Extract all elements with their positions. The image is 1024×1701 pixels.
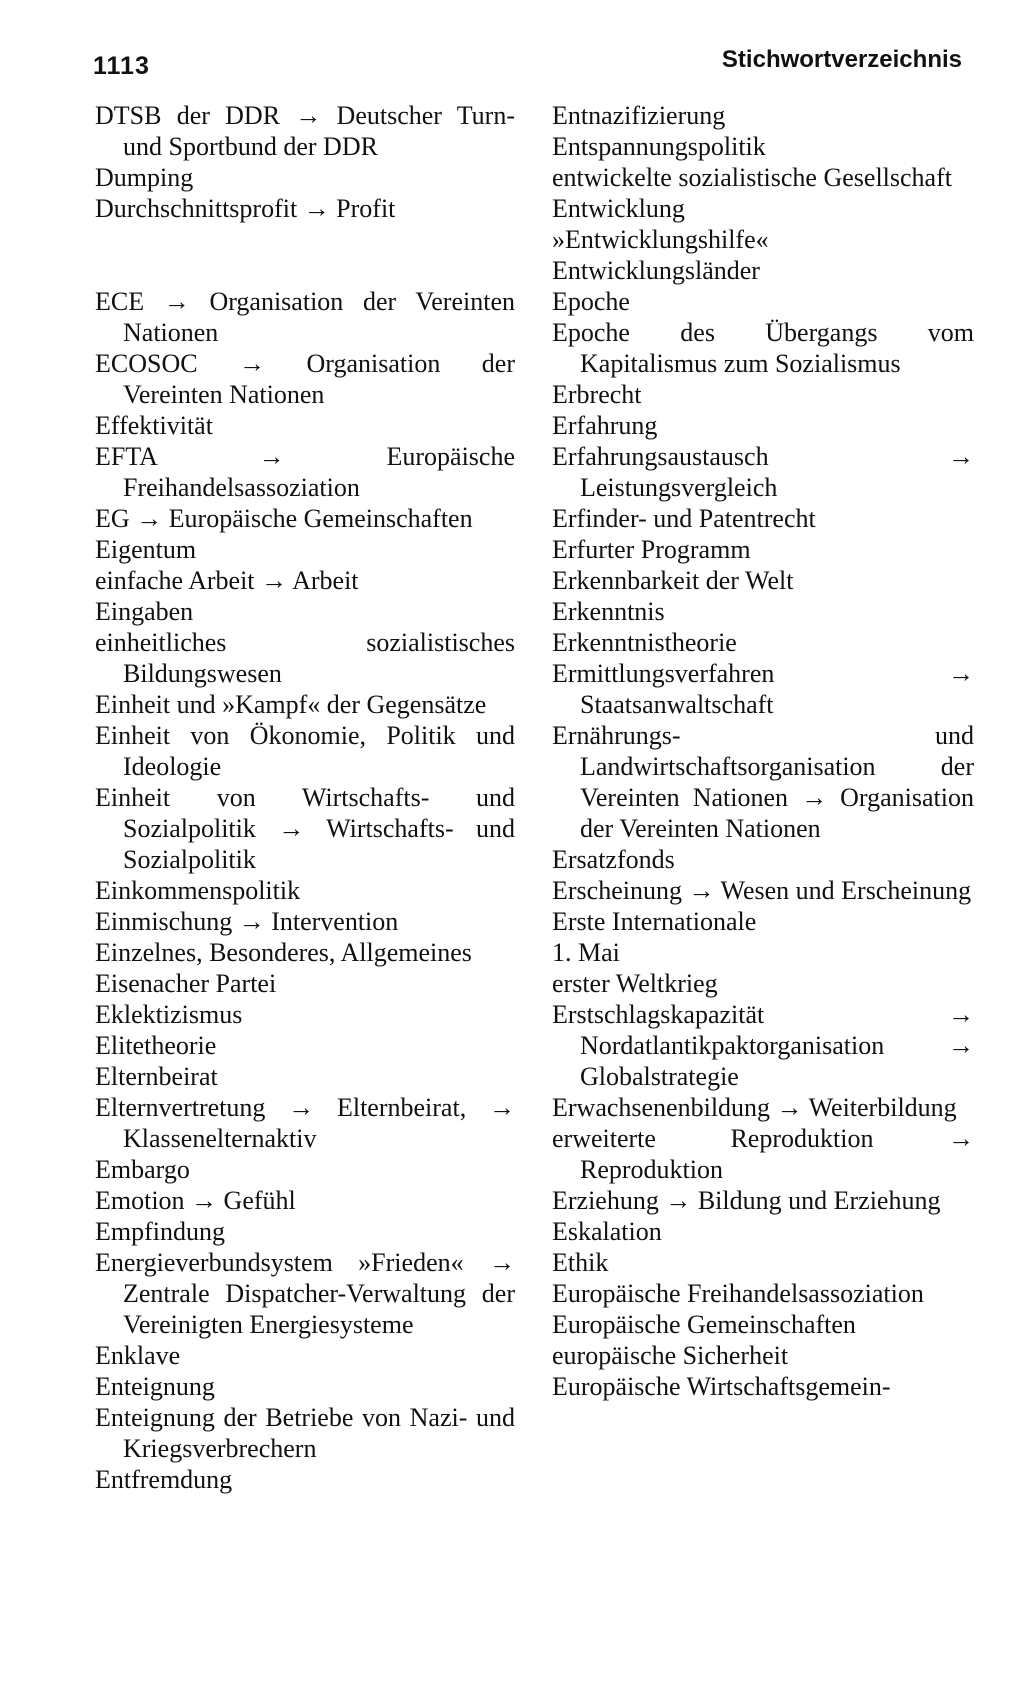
index-entry: Eisenacher Partei xyxy=(95,969,277,998)
index-entry: 1. Mai xyxy=(552,938,620,967)
index-entry: Durchschnittsprofit → Profit xyxy=(95,194,396,223)
index-entry: Europäische Wirtschaftsgemein- xyxy=(552,1372,891,1401)
index-entry: Entfremdung xyxy=(95,1465,233,1494)
index-entry: Eingaben xyxy=(95,597,194,626)
index-entry: Eskalation xyxy=(552,1217,662,1246)
index-entry: Erfinder- und Patentrecht xyxy=(552,504,816,533)
index-entry: Erkenntnistheorie xyxy=(552,628,737,657)
index-entry: Einmischung → Intervention xyxy=(95,907,399,936)
index-entry: erweiterte Reproduktion → Reproduktion xyxy=(552,1124,974,1184)
index-entry: ECOSOC → Organisation der Vereinten Nationen xyxy=(95,349,515,409)
index-entry: Eklektizismus xyxy=(95,1000,243,1029)
page-number: 1113 xyxy=(93,52,150,80)
index-entry: Elternbeirat xyxy=(95,1062,218,1091)
group-separator xyxy=(95,224,515,286)
index-entry: ECE → Organisation der Vereinten Nationen xyxy=(95,287,515,347)
index-entry: Europäische Gemeinschaften xyxy=(552,1310,856,1339)
index-entry: einfache Arbeit → Arbeit xyxy=(95,566,359,595)
index-entry: Embargo xyxy=(95,1155,190,1184)
index-entry: Erkenntnis xyxy=(552,597,665,626)
index-entry: Epoche xyxy=(552,287,630,316)
index-entry: Einheit von Ökonomie, Politik und Ideologie xyxy=(95,721,515,781)
index-entry: Emotion → Gefühl xyxy=(95,1186,296,1215)
index-entry: Eigentum xyxy=(95,535,197,564)
index-entry: Einzelnes, Besonderes, Allgemeines xyxy=(95,938,472,967)
index-column-right xyxy=(552,100,974,1402)
index-entry: Erwachsenenbildung → Weiterbildung xyxy=(552,1093,957,1122)
index-entry: Erfahrung xyxy=(552,411,658,440)
index-entry: Europäische Freihandelsassoziation xyxy=(552,1279,924,1308)
index-entry: DTSB der DDR → Deutscher Turn- und Sportbund der DDR xyxy=(95,101,515,161)
index-entry: erster Weltkrieg xyxy=(552,969,718,998)
index-entry: Erstschlagskapazität → Nordatlantikpaktorganisation → Globalstrategie xyxy=(552,1000,974,1091)
index-entry: Energieverbundsystem »Frieden« → Zentrale Dispatcher-Verwaltung der Vereinigten Energiesysteme xyxy=(95,1248,515,1339)
index-entry: europäische Sicherheit xyxy=(552,1341,789,1370)
index-entry: EFTA → Europäische Freihandelsassoziation xyxy=(95,442,515,502)
index-entry: einheitliches sozialistisches Bildungswesen xyxy=(95,628,515,688)
index-entry: Einkommenspolitik xyxy=(95,876,301,905)
index-entry: Erscheinung → Wesen und Erscheinung xyxy=(552,876,972,905)
index-entry: Dumping xyxy=(95,163,194,192)
index-entry: Entwicklung xyxy=(552,194,685,223)
running-head: Stichwortverzeichnis xyxy=(721,46,962,73)
index-entry: Entspannungspolitik xyxy=(552,132,766,161)
index-entry: Ersatzfonds xyxy=(552,845,675,874)
index-entry: Erbrecht xyxy=(552,380,642,409)
index-entry: Einheit und »Kampf« der Gegensätze xyxy=(95,690,487,719)
index-entry: Effektivität xyxy=(95,411,213,440)
index-entry: Elternvertretung → Elternbeirat, → Klassenelternaktiv xyxy=(95,1093,515,1153)
index-group-e-continued xyxy=(552,100,974,1402)
index-entry: »Entwicklungshilfe« xyxy=(552,225,769,254)
index-entry: Entwicklungsländer xyxy=(552,256,760,285)
index-entry: Erfahrungsaustausch → Leistungsvergleich xyxy=(552,442,974,502)
index-entry: Ermittlungsverfahren → Staatsanwaltschaft xyxy=(552,659,974,719)
index-entry: EG → Europäische Gemeinschaften xyxy=(95,504,473,533)
index-column-left xyxy=(95,100,515,1495)
index-entry: Entnazifizierung xyxy=(552,101,726,130)
index-entry: Empfindung xyxy=(95,1217,225,1246)
index-entry: Epoche des Übergangs vom Kapitalismus zum Sozialismus xyxy=(552,318,974,378)
index-entry: Erfurter Programm xyxy=(552,535,751,564)
index-entry: Ernährungs- und Landwirtschaftsorganisation der Vereinten Nationen → Organisation der Vereinten Nationen xyxy=(552,721,974,843)
index-entry: entwickelte sozialistische Gesellschaft xyxy=(552,163,952,192)
index-entry: Enklave xyxy=(95,1341,181,1370)
index-entry: Einheit von Wirtschafts- und Sozialpolitik → Wirtschafts- und Sozialpolitik xyxy=(95,783,515,874)
index-entry: Erkennbarkeit der Welt xyxy=(552,566,794,595)
index-group-d xyxy=(95,100,515,224)
index-group-e xyxy=(95,286,515,1495)
index-entry: Elitetheorie xyxy=(95,1031,217,1060)
index-entry: Enteignung xyxy=(95,1372,215,1401)
index-entry: Ethik xyxy=(552,1248,609,1277)
index-entry: Erste Internationale xyxy=(552,907,757,936)
index-entry: Enteignung der Betriebe von Nazi- und Kriegsverbrechern xyxy=(95,1403,515,1463)
index-entry: Erziehung → Bildung und Erziehung xyxy=(552,1186,941,1215)
